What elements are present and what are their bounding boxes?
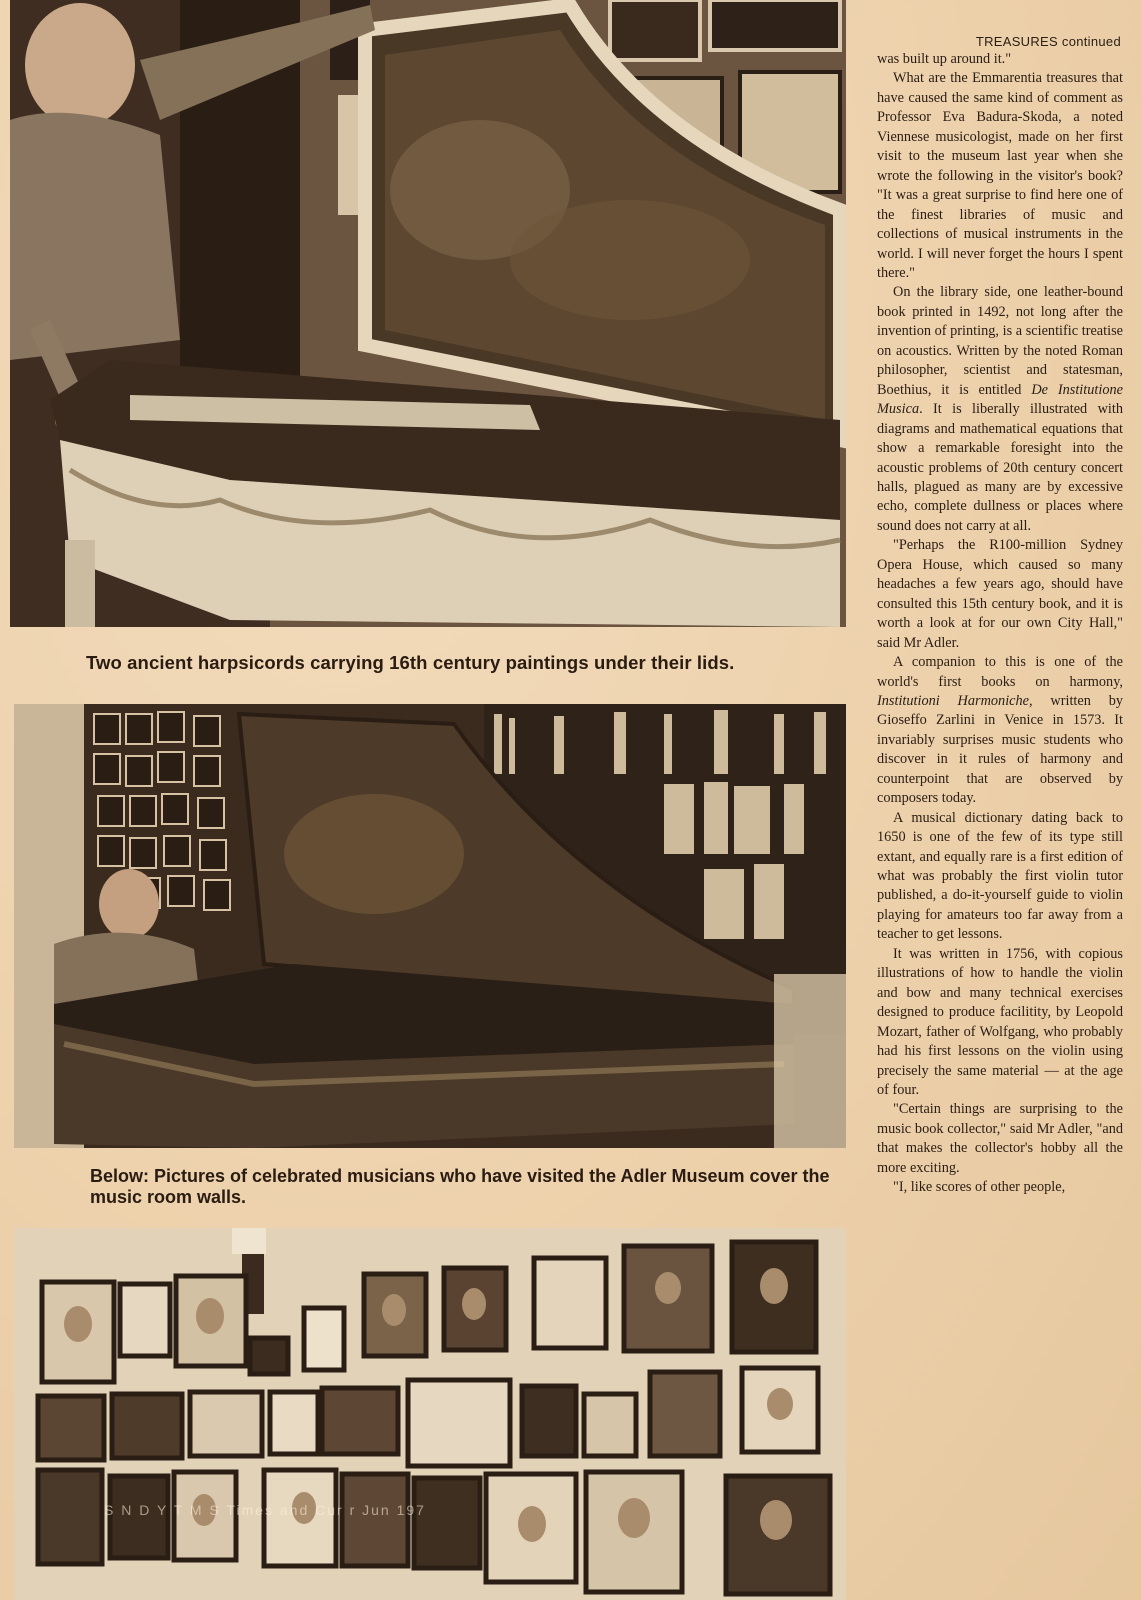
- article-paragraph: was built up around it.": [877, 51, 1012, 67]
- harpsichord-photo-middle: [14, 704, 846, 1148]
- article-paragraph: "Perhaps the R100-million Sydney Opera House, which caused so many headaches a few years ago, should have consulted this 15th century book, and it is worth a look at for our own City Hall," said Mr Adler.: [877, 537, 1123, 651]
- article-paragraph: What are the Emmarentia treasures that have caused the same kind of comment as Professor Eva Badura-Skoda, a noted Viennese musicologist, made on her first visit to the museum last year when she wrote the following in the visitor's book? "It was a great surprise to find here one of the finest libraries of music and collections of musical instruments in the world. I will never forget the hours I spent there.": [877, 70, 1123, 281]
- paragraph-text: . It is liberally illustrated with diagrams and mathematical equations that show a remarkable foresight into the acoustic problems of 20th century concert halls, plagued as many are by excessive echo, complete dullness or places where sound does not carry at all.: [877, 401, 1123, 534]
- article-paragraph: It was written in 1756, with copious illustrations of how to handle the violin and bow and many technical exercises designed to produce facilitity, by Leopold Mozart, father of Wolfgang, who probably had his first lessons on the violin using precisely the same material — at the age of four.: [877, 945, 1123, 1099]
- harpsichord-photo-top: [10, 0, 846, 627]
- caption-musicians-wall: Below: Pictures of celebrated musicians who have visited the Adler Museum cover the music room walls.: [90, 1166, 830, 1207]
- article-paragraph: [877, 283, 1123, 536]
- paragraph-text: , written by Gioseffo Zarlini in Venice in 1573. It invariably surprises music students who discover in it rules of harmony and counterpoint that are observed by composers today.: [877, 692, 1123, 807]
- article-paragraph: [877, 653, 1123, 809]
- musicians-portraits-photo: [14, 1228, 846, 1600]
- article-column: [877, 33, 1123, 1198]
- book-title: Institutioni Harmoniche: [877, 692, 1030, 709]
- caption-harpsichords: Two ancient harpsicords carrying 16th century paintings under their lids.: [86, 652, 735, 673]
- paragraph-text: A companion to this is one of the world's first books on harmony,: [877, 654, 1123, 690]
- article-paragraph: A musical dictionary dating back to 1650 is one of the few of its type still extant, and equally rare is a first edition of what was probably the first violin tutor published, a do-it-yourself guide to violin playing for amateurs too far away from a teacher to get lessons.: [877, 809, 1123, 943]
- page-footer-bleedthrough: S N D Y T M S Times and Cur r Jun 197: [104, 1502, 426, 1518]
- paragraph-text: On the library side, one leather-bound book printed in 1492, not long after the invention of printing, is a scientific treatise on acoustics. Written by the noted Roman philosopher, scientist and statesman, Boethius, it is entitled: [877, 284, 1123, 398]
- book-title: De Institutione Musica: [877, 381, 1123, 418]
- article-paragraph: "I, like scores of other people,: [893, 1179, 1066, 1196]
- article-paragraph: "Certain things are surprising to the music book collector," said Mr Adler, "and that makes the collector's hobby all the more exciting.: [877, 1101, 1123, 1176]
- continuation-header: TREASURES continued: [975, 34, 1121, 49]
